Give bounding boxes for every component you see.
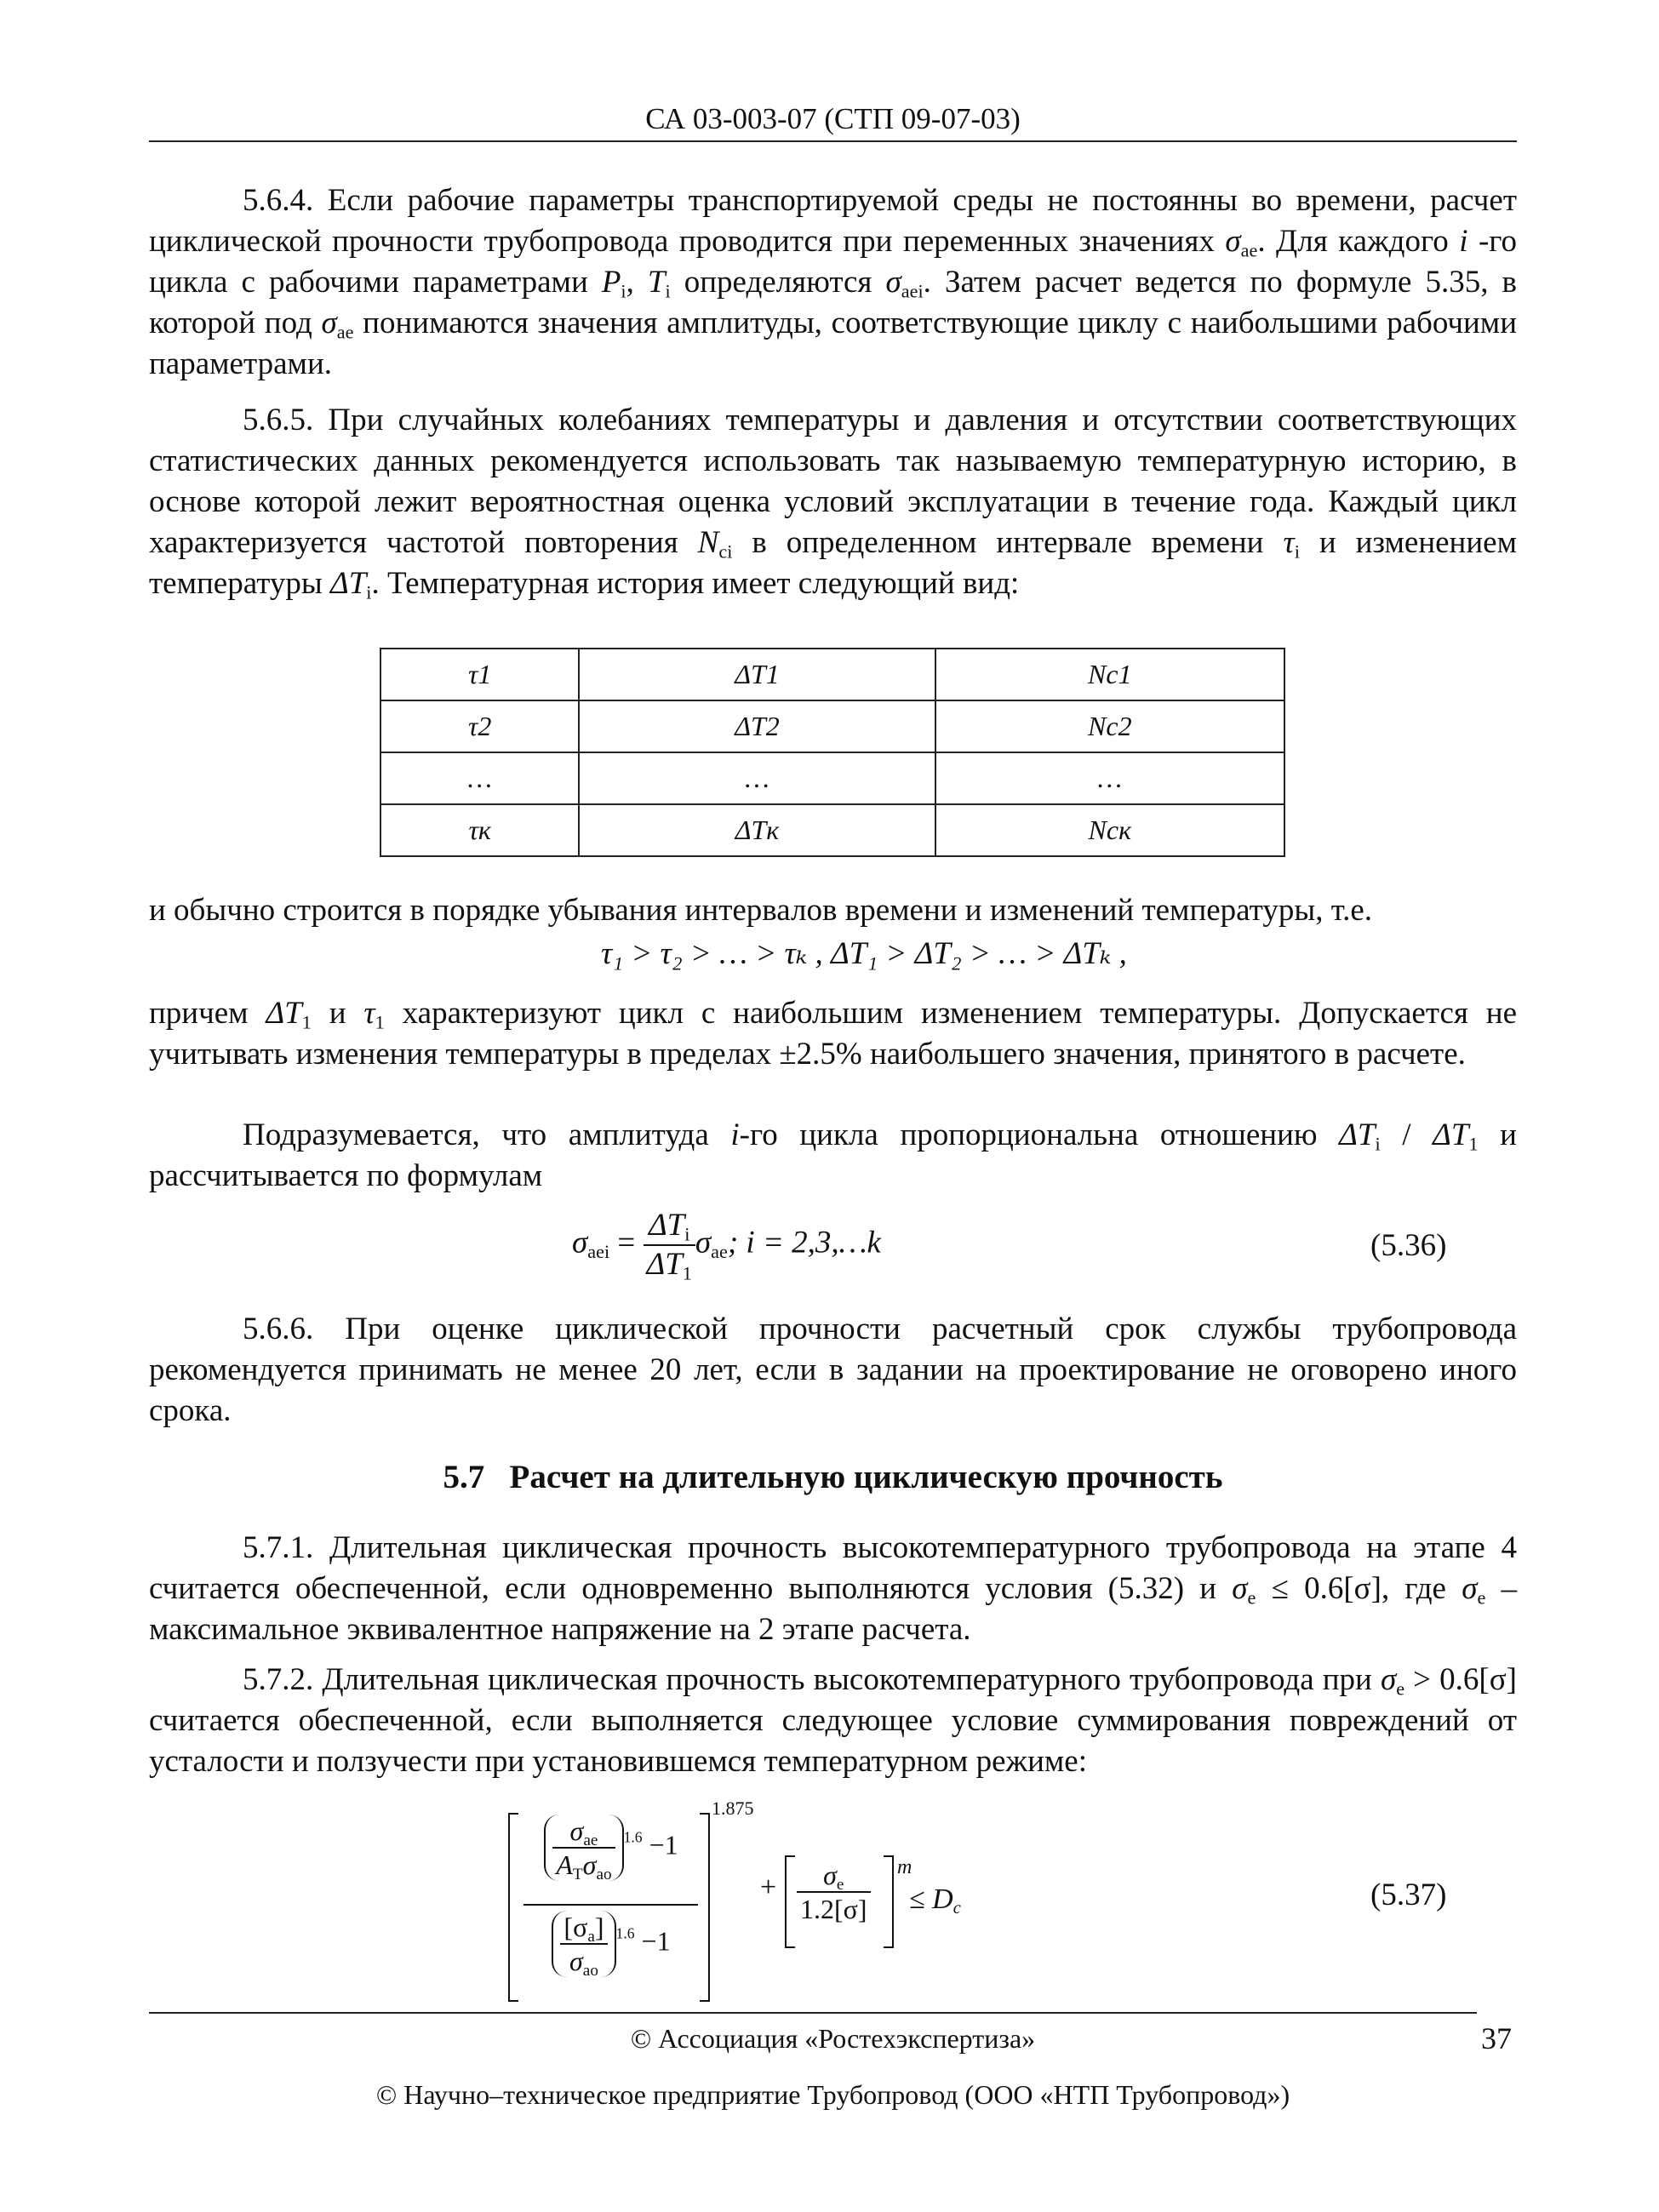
- symbol: σ: [1232, 1571, 1248, 1606]
- footer-association: © Ассоциация «Ростехэкспертиза»: [630, 2023, 1036, 2054]
- subscript: e: [1477, 1586, 1486, 1609]
- table-cell: τ2: [380, 700, 579, 752]
- text: −1: [641, 1925, 671, 1957]
- symbol: P: [601, 265, 621, 300]
- subscript: aei: [901, 280, 924, 302]
- fraction: [797, 1859, 871, 1925]
- section-title: Расчет на длительную циклическую прочность: [509, 1459, 1223, 1495]
- section-number: 5.7: [443, 1459, 485, 1495]
- paragraph-5-7-1: [149, 1528, 1517, 1650]
- text: . Затем расчет ведется по формуле 5.35, в которой под: [149, 265, 1518, 340]
- subscript: i: [1375, 1133, 1381, 1155]
- subscript: 1: [682, 1262, 692, 1284]
- text: в определенном интервале времени: [732, 525, 1284, 560]
- table-cell: τ1: [380, 649, 579, 700]
- table-row: [380, 700, 1284, 752]
- table-cell: ΔT1: [579, 649, 935, 700]
- main-fraction-bar: [523, 1904, 698, 1906]
- symbol: τ: [1283, 525, 1295, 560]
- subscript: aei: [587, 1241, 610, 1263]
- symbol: i: [730, 1117, 740, 1152]
- table-row: [380, 649, 1284, 700]
- subscript: i: [366, 581, 372, 603]
- section-heading: [149, 1457, 1517, 1498]
- text: 5.6.5. При случайных колебаниях температуры и давления и отсутствии соответствующих статистических данных рекомендуется использовать так называемую температурную историю, в основе которой лежит вероятностная оценка условий эксплуатации в течение года. Каждый цикл характеризуется частотой повторения: [149, 403, 1517, 560]
- symbol: N: [697, 525, 719, 560]
- subscript: e: [1396, 1678, 1405, 1700]
- outer-exponent: 1.875: [712, 1798, 754, 1819]
- text: понимаются значения амплитуды, соответствующие циклу с наибольшими рабочими параметрами.: [149, 306, 1517, 381]
- symbol: ΔT: [266, 996, 302, 1031]
- symbol: ]: [594, 1912, 604, 1942]
- text: ; i = 2,3,…k: [727, 1225, 881, 1260]
- symbol: ΔT: [1339, 1117, 1376, 1152]
- symbol: σ: [569, 1815, 584, 1846]
- text: > 0.6[σ] считается обеспеченной, если выполняется следующее условие суммирования повреждений от усталости и ползучести при установившемся температурном режиме:: [149, 1662, 1517, 1779]
- subscript: 1: [301, 1011, 312, 1033]
- paren-group: [544, 1815, 623, 1881]
- footer-company: © Научно–техническое предприятие Трубопровод (ООО «НТП Трубопровод»): [375, 2079, 1290, 2110]
- table-cell: ΔTк: [579, 804, 935, 856]
- symbol: ΔT: [1433, 1117, 1469, 1152]
- text: . Температурная история имеет следующий вид:: [371, 566, 1020, 601]
- table-cell: …: [380, 752, 579, 804]
- exponent: 1.6: [623, 1828, 643, 1846]
- symbol: σ: [1380, 1662, 1397, 1697]
- subscript: ao: [596, 1865, 612, 1883]
- paragraph-podrazumevaetsya: Подразумевается, что амплитуда i-го цикла пропорциональна отношению $\Delta T_i / \Delta T_1$ и рассчитывается по формулам: [149, 1117, 1517, 1193]
- subscript: i: [684, 1223, 690, 1245]
- paragraph-5-6-4: [149, 180, 1517, 385]
- equation-number-5-36: (5.36): [1370, 1228, 1447, 1263]
- fraction: [560, 1911, 607, 1980]
- symbol: σ: [582, 1849, 597, 1880]
- text: и изменением температуры: [149, 525, 1517, 601]
- symbol: [σ: [563, 1912, 588, 1942]
- subscript: e: [1247, 1586, 1256, 1609]
- table-cell: Nc2: [935, 700, 1284, 752]
- symbol: σ: [885, 265, 901, 300]
- symbol: ΔT: [648, 1208, 685, 1243]
- plus-sign: +: [760, 1872, 777, 1903]
- symbol: τ: [363, 996, 375, 1031]
- fraction: [552, 1815, 615, 1881]
- subscript: 1: [375, 1011, 385, 1033]
- text: 5.7.2. Длительная циклическая прочность высокотемпературного трубопровода при: [243, 1662, 1381, 1697]
- footer-rule: [149, 2012, 1477, 2014]
- denominator: 1.2[σ]: [800, 1894, 867, 1924]
- header-rule: [149, 140, 1517, 142]
- text: – максимальное эквивалентное напряжение на 2 этапе расчета.: [149, 1571, 1518, 1647]
- table-cell: Nск: [935, 804, 1284, 856]
- text: ,: [626, 265, 634, 300]
- text: 5.7.1. Длительная циклическая прочность высокотемпературного трубопровода на этапе 4 считается обеспеченной, если одновременно выполняются условия (5.32) и: [149, 1530, 1517, 1606]
- text: и: [311, 996, 364, 1031]
- second-left-bracket: [785, 1855, 795, 1948]
- text: -го цикла с рабочими параметрами: [149, 224, 1518, 300]
- paragraph-5-6-5: [149, 400, 1517, 604]
- second-right-bracket: [884, 1855, 894, 1948]
- subscript: ao: [582, 1961, 598, 1980]
- symbol: ΔT: [646, 1247, 683, 1282]
- symbol: σ: [569, 1946, 583, 1976]
- subscript: a: [587, 1927, 595, 1946]
- subscript: ae: [1240, 239, 1258, 261]
- text: . Для каждого: [1257, 224, 1460, 259]
- table-row: [380, 752, 1284, 804]
- leq-D: [909, 1881, 961, 1918]
- symbol: i: [1459, 224, 1468, 259]
- subscript: ae: [711, 1241, 728, 1263]
- subscript: e: [836, 1875, 844, 1894]
- right-bracket: [700, 1813, 710, 2002]
- page-number: 37: [1481, 2021, 1512, 2055]
- table-cell: …: [579, 752, 935, 804]
- table-cell: ΔT2: [579, 700, 935, 752]
- text: и рассчитывается по формулам: [149, 1117, 1517, 1193]
- subscript: i: [621, 280, 626, 302]
- text: -го цикла пропорциональна отношению: [739, 1117, 1340, 1152]
- temperature-history-table: [380, 648, 1285, 857]
- symbol: A: [556, 1849, 573, 1880]
- subscript: i: [1294, 540, 1300, 563]
- exponent: 1.6: [615, 1924, 635, 1942]
- symbol: ΔT: [330, 566, 367, 601]
- subscript: c: [952, 1899, 961, 1918]
- second-fraction: [797, 1859, 871, 1925]
- subscript: ae: [583, 1831, 598, 1849]
- text: характеризуют цикл с наибольшим изменением температуры. Допускается не учитывать изменения температуры в пределах ±2.5% наибольшего значения, принятого в расчете.: [149, 996, 1517, 1072]
- subscript: ci: [718, 540, 733, 563]
- text: −1: [649, 1829, 678, 1860]
- subscript: ae: [336, 321, 354, 343]
- table-row: [380, 804, 1284, 856]
- text: Подразумевается, что амплитуда: [243, 1117, 731, 1152]
- symbol: σ: [695, 1225, 712, 1260]
- symbol: σ: [321, 306, 337, 340]
- exponent-m: m: [897, 1856, 912, 1878]
- text: ≤ D: [909, 1883, 953, 1915]
- symbol: σ: [572, 1225, 588, 1260]
- formula-5-36: $\sigma_{aei}$ = $\frac{\Delta T_i}{\Delta T_1}$ $\sigma_{ae}$; i = 2,3,…k: [572, 1208, 881, 1284]
- text: ≤ 0.6[σ], где: [1256, 1571, 1462, 1606]
- text: 5.6.4. Если рабочие параметры транспортируемой среды не постоянны во времени, расчет циклической прочности трубопровода проводится при переменных значениях: [149, 183, 1517, 259]
- table-cell: Nc1: [935, 649, 1284, 700]
- text: причем: [149, 996, 266, 1031]
- symbol: σ: [1462, 1571, 1478, 1606]
- table-cell: τк: [380, 804, 579, 856]
- subscript: i: [665, 280, 671, 302]
- numerator-block: [528, 1815, 695, 1881]
- symbol: σ: [1225, 224, 1241, 259]
- equation-number-5-37: (5.37): [1370, 1878, 1447, 1912]
- table-cell: …: [935, 752, 1284, 804]
- paragraph-after-table: и обычно строится в порядке убывания интервалов времени и изменений температуры, т.е.: [149, 893, 1373, 928]
- paragraph-prichem: [149, 993, 1517, 1075]
- order-formula: τ₁ > τ₂ > … > τₖ , ΔT₁ > ΔT₂ > … > ΔTₖ ,: [601, 936, 1127, 971]
- fraction: [644, 1207, 695, 1283]
- left-bracket: [508, 1813, 518, 2002]
- text: определяются: [670, 265, 886, 300]
- subscript: T: [572, 1865, 583, 1883]
- paragraph-5-7-2: [149, 1660, 1517, 1782]
- subscript: 1: [1468, 1133, 1479, 1155]
- page-header: СА 03-003-07 (СТП 09-07-03): [645, 102, 1021, 135]
- paren-group: [552, 1911, 615, 1980]
- symbol: T: [647, 265, 666, 300]
- symbol: σ: [823, 1860, 837, 1890]
- paragraph-5-6-6: 5.6.6. При оценке циклической прочности расчетный срок службы трубопровода рекомендуется принимать не менее 20 лет, если в задании на проектирование не оговорено иного срока.: [149, 1312, 1517, 1428]
- denominator-block: [528, 1911, 695, 1980]
